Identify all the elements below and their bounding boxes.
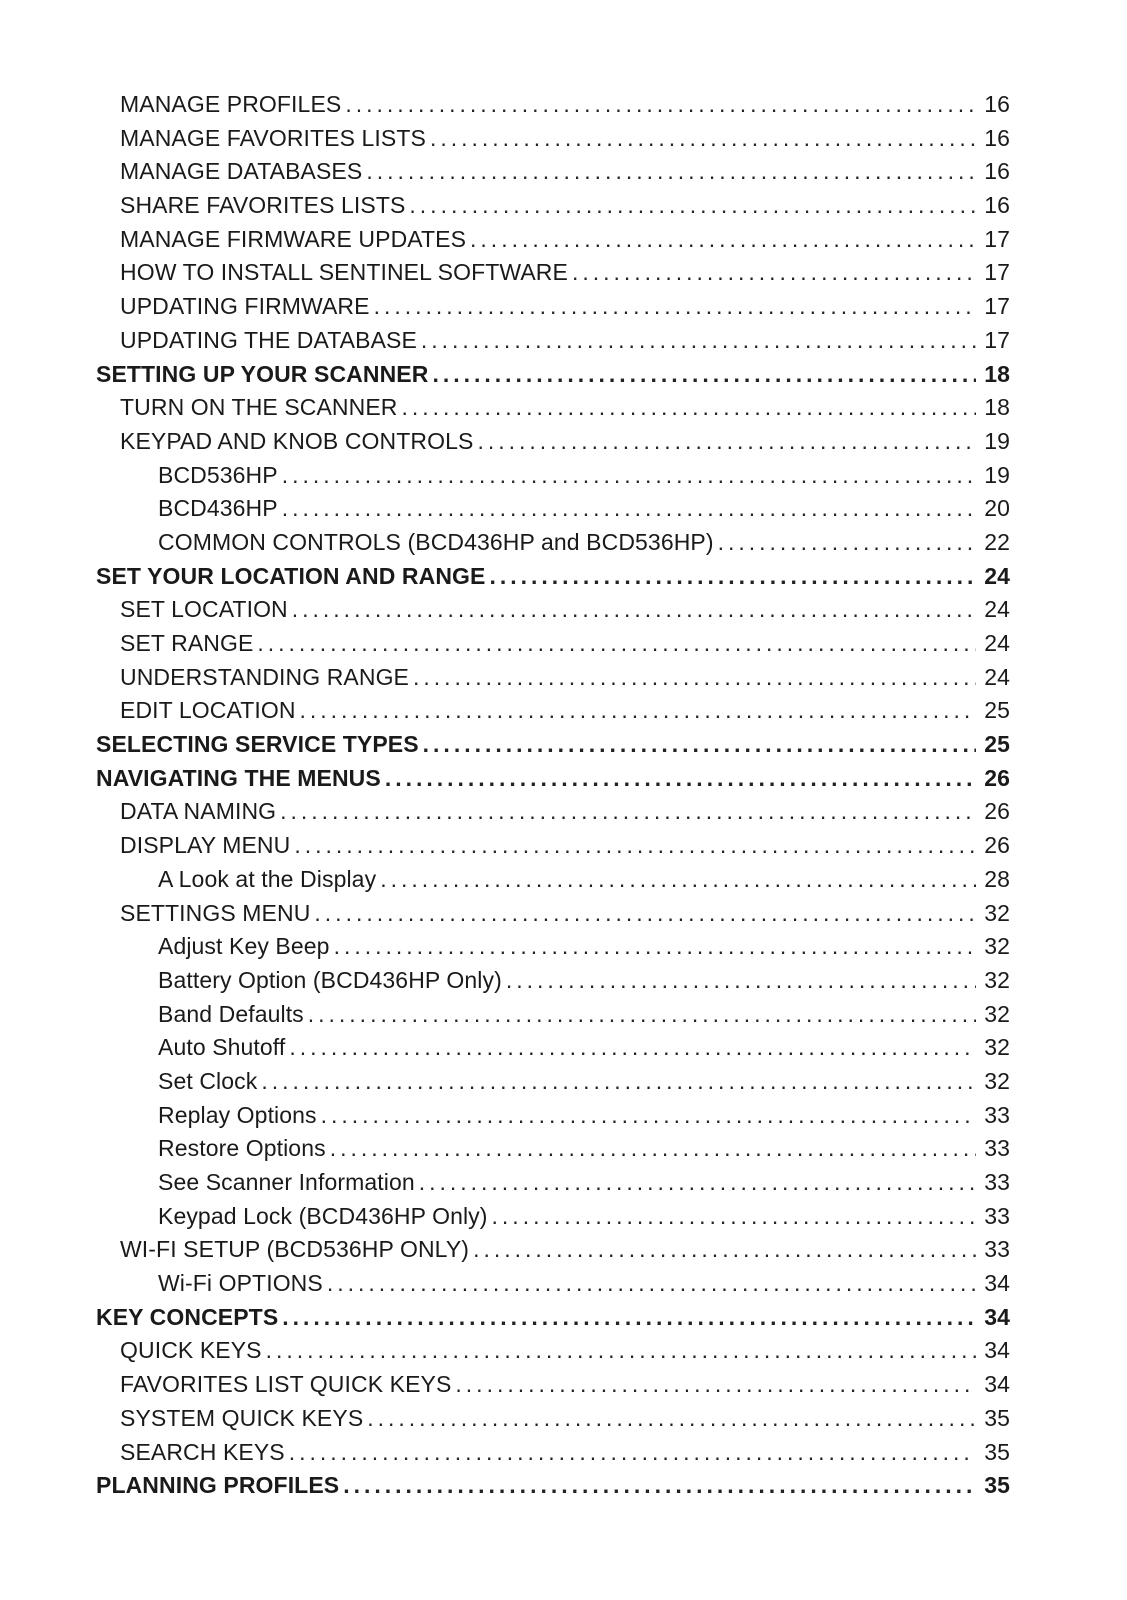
toc-entry-title: Adjust Key Beep (158, 933, 330, 960)
toc-dot-leader (385, 762, 976, 796)
toc-page-number: 19 (984, 461, 1010, 488)
toc-entry-title: HOW TO INSTALL SENTINEL SOFTWARE (120, 259, 568, 286)
toc-page-number: 24 (984, 596, 1010, 623)
toc-entry[interactable] (96, 593, 1010, 627)
toc-entry[interactable] (96, 762, 1010, 796)
toc-page-number: 26 (984, 798, 1010, 825)
toc-entry[interactable] (96, 425, 1010, 459)
toc-entry-title: BCD536HP (158, 461, 278, 488)
toc-dot-leader (321, 1099, 976, 1133)
toc-entry-title: SETTING UP YOUR SCANNER (96, 360, 429, 387)
toc-entry-title: SHARE FAVORITES LISTS (120, 192, 406, 219)
toc-entry[interactable] (96, 1368, 1010, 1402)
toc-page-number: 22 (984, 528, 1010, 555)
toc-dot-leader (470, 223, 976, 257)
toc-page-number: 26 (984, 832, 1010, 859)
toc-entry-title: DISPLAY MENU (120, 832, 291, 859)
toc-dot-leader (330, 1132, 976, 1166)
toc-dot-leader (308, 998, 976, 1032)
toc-entry-title: UNDERSTANDING RANGE (120, 663, 409, 690)
toc-entry[interactable] (96, 627, 1010, 661)
toc-page-number: 25 (984, 697, 1010, 724)
toc-dot-leader (423, 728, 976, 762)
toc-page-number: 19 (984, 427, 1010, 454)
toc-entry[interactable] (96, 694, 1010, 728)
toc-entry[interactable] (96, 526, 1010, 560)
table-of-contents (96, 88, 1010, 1503)
toc-entry-title: A Look at the Display (158, 865, 377, 892)
toc-dot-leader (718, 526, 976, 560)
toc-entry[interactable] (96, 290, 1010, 324)
toc-page-number: 17 (984, 259, 1010, 286)
toc-dot-leader (280, 795, 976, 829)
toc-page-number: 26 (984, 764, 1010, 791)
toc-dot-leader (572, 256, 976, 290)
toc-dot-leader (402, 391, 977, 425)
toc-page-number: 16 (984, 192, 1010, 219)
toc-dot-leader (421, 324, 976, 358)
toc-entry-title: DATA NAMING (120, 798, 277, 825)
toc-dot-leader (314, 897, 976, 931)
toc-dot-leader (327, 1267, 976, 1301)
toc-entry[interactable] (96, 863, 1010, 897)
toc-entry[interactable] (96, 728, 1010, 762)
toc-page-number: 34 (984, 1303, 1010, 1330)
toc-page-number: 32 (984, 1000, 1010, 1027)
toc-dot-leader (366, 155, 976, 189)
toc-entry-title: MANAGE DATABASES (120, 158, 363, 185)
toc-page-number: 34 (984, 1270, 1010, 1297)
toc-page-number: 16 (984, 158, 1010, 185)
toc-dot-leader (282, 1301, 976, 1335)
toc-entry-title: Restore Options (158, 1135, 326, 1162)
toc-entry[interactable] (96, 122, 1010, 156)
toc-dot-leader (266, 1334, 976, 1368)
toc-entry-title: SET RANGE (120, 630, 254, 656)
toc-entry-title: WI-FI SETUP (BCD536HP ONLY) (120, 1236, 470, 1263)
toc-dot-leader (506, 964, 976, 998)
toc-dot-leader (334, 930, 976, 964)
toc-entry-title: COMMON CONTROLS (BCD436HP and BCD536HP) (158, 528, 714, 555)
toc-page-number: 18 (984, 394, 1010, 421)
toc-entry-title: EDIT LOCATION (120, 697, 296, 724)
toc-entry-title: MANAGE FIRMWARE UPDATES (120, 225, 467, 252)
toc-dot-leader (430, 122, 976, 156)
toc-page-number: 18 (984, 360, 1010, 387)
toc-page-number: 32 (984, 1034, 1010, 1061)
toc-entry[interactable] (96, 795, 1010, 829)
toc-entry[interactable] (96, 1099, 1010, 1133)
toc-entry-title: Keypad Lock (BCD436HP Only) (158, 1202, 488, 1229)
toc-page-number: 16 (984, 91, 1010, 117)
toc-dot-leader (477, 425, 976, 459)
toc-entry-title: SEARCH KEYS (120, 1438, 285, 1465)
toc-entry[interactable] (96, 998, 1010, 1032)
toc-entry[interactable] (96, 1166, 1010, 1200)
toc-entry[interactable] (96, 1436, 1010, 1470)
toc-page-number: 34 (984, 1371, 1010, 1398)
toc-entry[interactable] (96, 560, 1010, 594)
toc-entry-title: SET YOUR LOCATION AND RANGE (96, 562, 486, 589)
toc-entry-title: MANAGE FAVORITES LISTS (120, 124, 426, 151)
toc-page-number: 32 (984, 933, 1010, 960)
toc-dot-leader (419, 1166, 976, 1200)
toc-entry-title: SYSTEM QUICK KEYS (120, 1404, 364, 1431)
toc-dot-leader (380, 863, 976, 897)
toc-dot-leader (345, 88, 976, 122)
toc-page-number: 33 (984, 1202, 1010, 1229)
toc-entry-title: Replay Options (158, 1101, 317, 1128)
toc-entry[interactable] (96, 930, 1010, 964)
toc-entry[interactable] (96, 1469, 1010, 1503)
toc-page-number: 20 (984, 495, 1010, 522)
toc-dot-leader (282, 492, 976, 526)
toc-entry-title: SET LOCATION (120, 596, 288, 623)
toc-page-number: 33 (984, 1169, 1010, 1195)
toc-dot-leader (292, 593, 976, 627)
toc-entry-title: MANAGE PROFILES (120, 91, 342, 117)
toc-page-number: 24 (984, 630, 1010, 656)
toc-entry[interactable] (96, 223, 1010, 257)
toc-entry-title: See Scanner Information (158, 1169, 415, 1195)
toc-entry-title: UPDATING FIRMWARE (120, 293, 370, 320)
toc-entry[interactable] (96, 88, 1010, 122)
toc-entry[interactable] (96, 1031, 1010, 1065)
toc-page-number: 35 (984, 1472, 1010, 1499)
toc-entry[interactable] (96, 459, 1010, 493)
toc-entry-title: KEYPAD AND KNOB CONTROLS (120, 427, 474, 454)
toc-dot-leader (261, 1065, 976, 1099)
toc-entry-title: PLANNING PROFILES (96, 1472, 340, 1499)
toc-dot-leader (257, 627, 976, 661)
toc-entry-title: QUICK KEYS (120, 1337, 262, 1364)
toc-dot-leader (473, 1233, 976, 1267)
toc-entry[interactable] (96, 189, 1010, 223)
toc-entry[interactable] (96, 358, 1010, 392)
toc-entry-title: UPDATING THE DATABASE (120, 326, 417, 353)
toc-page-number: 16 (984, 124, 1010, 151)
toc-dot-leader (282, 459, 976, 493)
toc-entry[interactable] (96, 661, 1010, 695)
toc-entry[interactable] (96, 1402, 1010, 1436)
toc-entry[interactable] (96, 1132, 1010, 1166)
toc-page-number: 33 (984, 1135, 1010, 1162)
toc-entry-title: NAVIGATING THE MENUS (96, 764, 381, 791)
toc-entry[interactable] (96, 1334, 1010, 1368)
toc-entry[interactable] (96, 897, 1010, 931)
toc-entry-title: BCD436HP (158, 495, 278, 522)
toc-entry-title: SELECTING SERVICE TYPES (96, 731, 419, 758)
toc-dot-leader (455, 1368, 976, 1402)
toc-entry-title: Set Clock (158, 1067, 258, 1094)
toc-page-number: 17 (984, 293, 1010, 320)
toc-page-number: 28 (984, 865, 1010, 892)
toc-entry[interactable] (96, 1267, 1010, 1301)
toc-entry-title: KEY CONCEPTS (96, 1303, 279, 1330)
toc-entry-title: Band Defaults (158, 1000, 304, 1027)
toc-page-number: 24 (984, 562, 1010, 589)
toc-dot-leader (492, 1200, 976, 1234)
toc-entry[interactable] (96, 155, 1010, 189)
toc-page-number: 17 (984, 326, 1010, 353)
toc-dot-leader (367, 1402, 976, 1436)
toc-dot-leader (294, 829, 976, 863)
toc-entry[interactable] (96, 964, 1010, 998)
toc-entry-title: FAVORITES LIST QUICK KEYS (120, 1371, 452, 1398)
toc-entry[interactable] (96, 391, 1010, 425)
toc-dot-leader (409, 189, 976, 223)
toc-entry[interactable] (96, 829, 1010, 863)
toc-page-number: 33 (984, 1101, 1010, 1128)
toc-entry[interactable] (96, 492, 1010, 526)
toc-entry[interactable] (96, 1233, 1010, 1267)
toc-page-number: 35 (984, 1404, 1010, 1431)
toc-page-number: 35 (984, 1438, 1010, 1465)
toc-entry[interactable] (96, 1301, 1010, 1335)
toc-page-number: 32 (984, 899, 1010, 926)
toc-page-number: 34 (984, 1337, 1010, 1364)
toc-dot-leader (343, 1469, 976, 1503)
toc-entry-title: TURN ON THE SCANNER (120, 394, 398, 421)
toc-dot-leader (489, 560, 976, 594)
toc-entry-title: Wi-Fi OPTIONS (158, 1270, 323, 1297)
toc-entry[interactable] (96, 1065, 1010, 1099)
toc-entry-title: SETTINGS MENU (120, 899, 311, 926)
toc-dot-leader (432, 358, 976, 392)
toc-entry-title: Auto Shutoff (158, 1034, 286, 1061)
toc-entry[interactable] (96, 1200, 1010, 1234)
toc-dot-leader (413, 661, 976, 695)
toc-entry[interactable] (96, 324, 1010, 358)
toc-page-number: 24 (984, 663, 1010, 690)
toc-page-number: 32 (984, 966, 1010, 993)
toc-page-number: 25 (984, 731, 1010, 758)
toc-dot-leader (300, 694, 976, 728)
toc-page-number: 32 (984, 1067, 1010, 1094)
toc-dot-leader (374, 290, 976, 324)
toc-page-number: 33 (984, 1236, 1010, 1263)
toc-page-number: 17 (984, 225, 1010, 252)
toc-entry[interactable] (96, 256, 1010, 290)
toc-entry-title: Battery Option (BCD436HP Only) (158, 966, 502, 993)
toc-dot-leader (289, 1436, 976, 1470)
toc-dot-leader (289, 1031, 976, 1065)
